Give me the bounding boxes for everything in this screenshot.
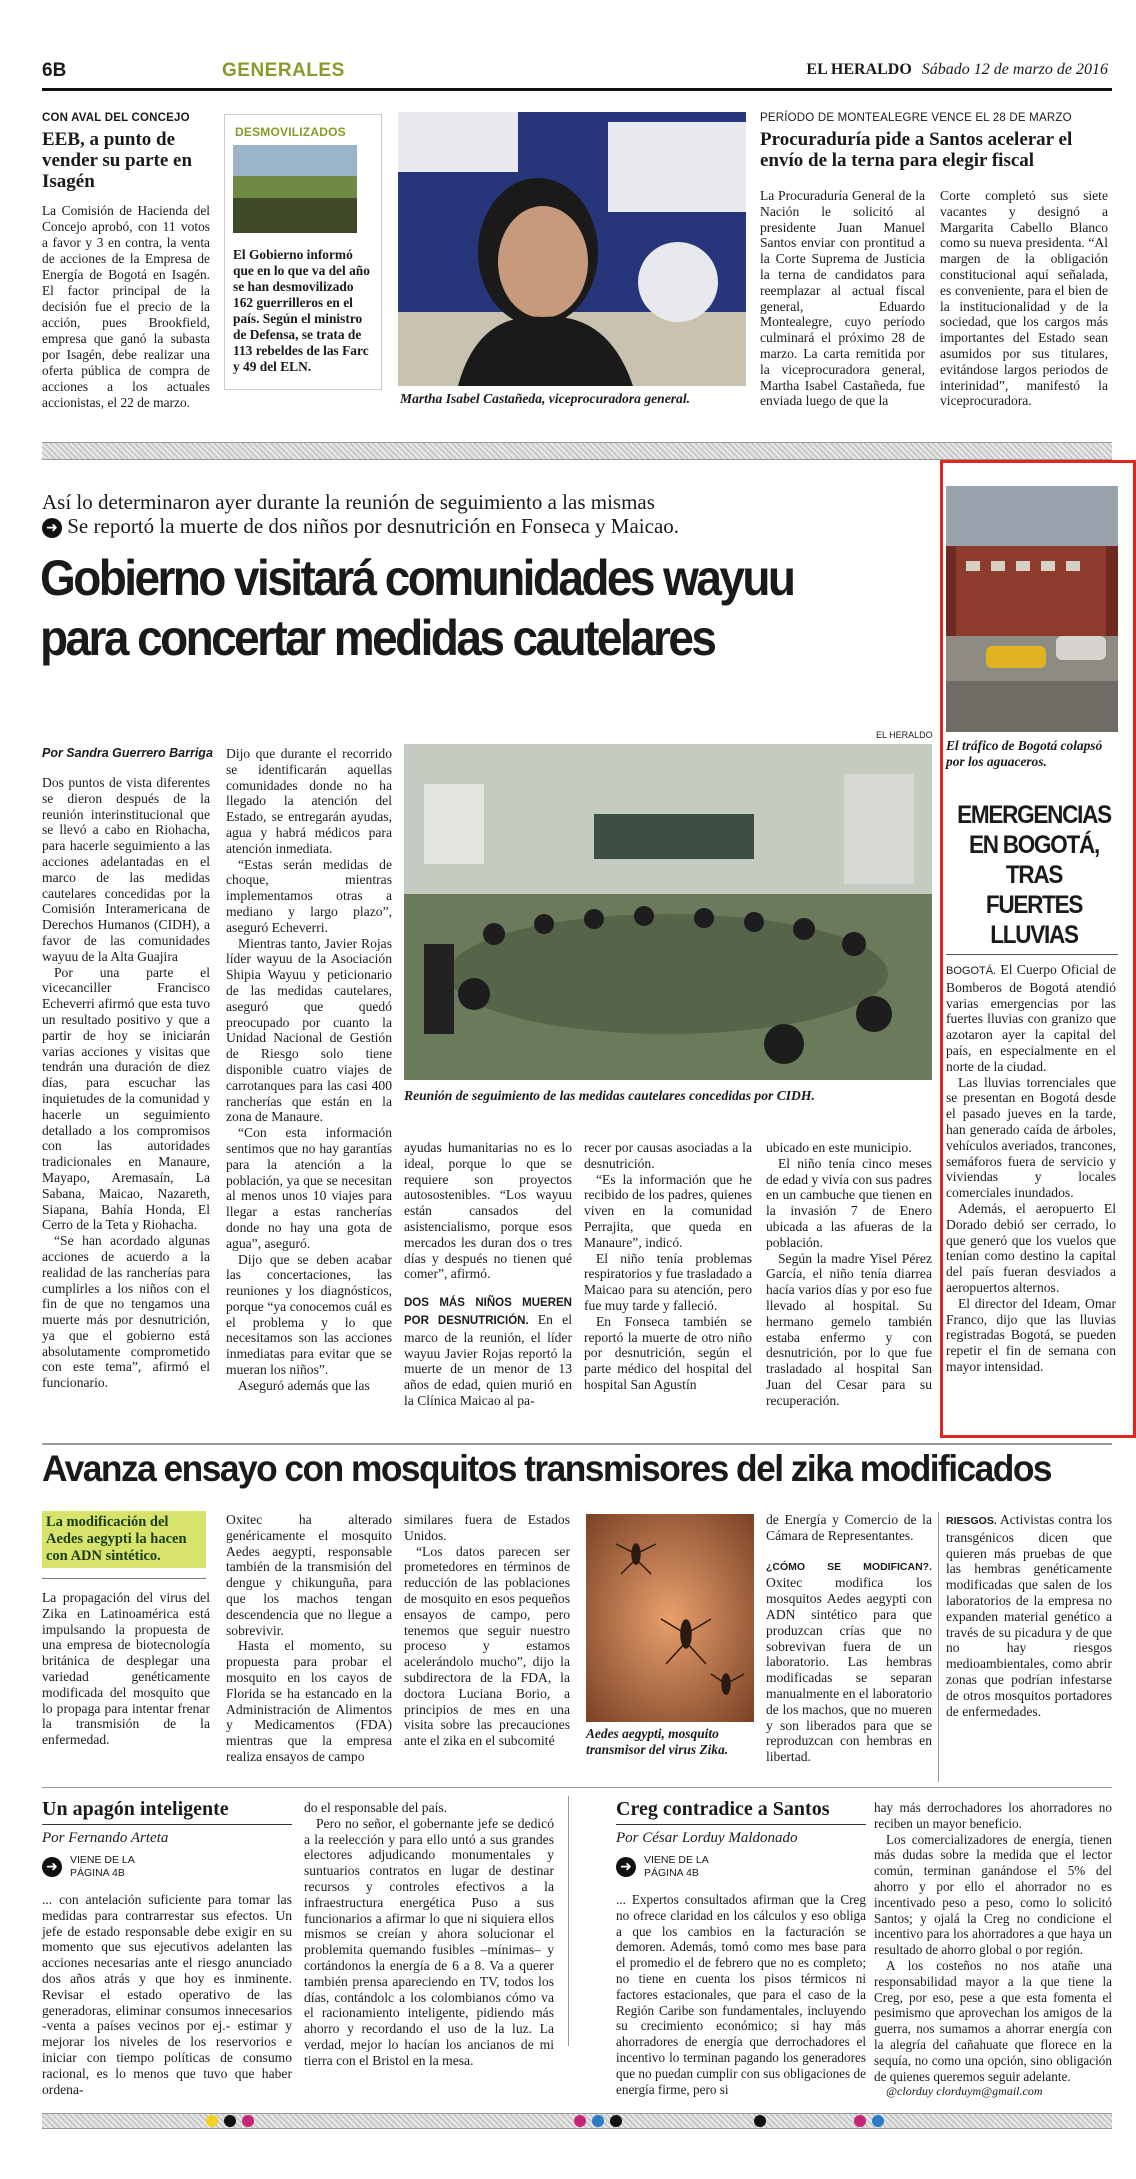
creg-viene: [616, 1854, 714, 1880]
zika-highlight: [42, 1511, 206, 1568]
zika-p7: Oxitec modifica los mosquitos Aedes aegypti con ADN sintético para que produzcan crías que no sobrevivan fuera de un laboratorio. Las hembras modificadas se separan manualmente en el laboratorio de los machos, que no mueren y son liberados para que se reproduzcan con hembras en libertad.: [766, 1575, 932, 1765]
creg-viene-text: VIENE DE LA PÁGINA 4B: [644, 1854, 709, 1879]
wayuu-p1: Dos puntos de vista diferentes se dieron después de la reunión interinstitucional que se llevó a cabo en Riohacha, para hacerle seguimiento a las acciones adelantadas en el marco de las medidas cautelares concedidas por la Comisión Interamericana de Derechos Humanos (CIDH), a favor de las comunidades wayuu de la Alta Guajira: [42, 775, 210, 964]
wayuu-p17: El niño tenía cinco meses de edad y vivía con sus padres en un cambuche que tienen en la invasión 7 de Enero ubicada a las afueras de la población.: [766, 1155, 932, 1250]
zika-p6: de Energía y Comercio de la Cámara de Representantes.: [766, 1512, 932, 1543]
wayuu-headline: [40, 548, 859, 668]
apagon-p1: ... con antelación suficiente para tomar las medidas para contrarrestar sus efectos. Un jefe de estado responsable debe exigir en su momento que sus ejecutivos adelanten las acciones necesarias ante el riesgo anunciado dos años atrás y que hoy es inminente. Revisar el estado operativo de las generadoras, eliminar consumos innecesarios -venta a países vecinos por ej.- estimar y mejorar los niveles de los reservorios e iniciar con tiempo políticas de consumo racional, es lo menos que tuvo que haber ordena-: [42, 1892, 292, 2097]
viceprocuradora-caption: Martha Isabel Castañeda, viceprocuradora general.: [400, 391, 691, 406]
wayuu-p8: Dijo que se deben acabar las concertaciones, las reuniones y los diagnósticos, porque “ya conocemos cuál es el problema y lo que necesitamos son las acciones inmediatas para evitar que se mueran los niños”.: [226, 1251, 392, 1378]
wayuu-subhead: DOS MÁS NIÑOS MUEREN POR DESNUTRICIÓN.: [404, 1297, 572, 1327]
apagon-title-rule: [42, 1824, 292, 1825]
creg-p2: hay más derrochadores los ahorradores no reciben un mayor beneficio.: [874, 1800, 1112, 1831]
wayuu-p16: ubicado en este municipio.: [766, 1140, 912, 1155]
wayuu-deck-2: [42, 514, 679, 539]
zika-col-5: [946, 1512, 1112, 1719]
wayuu-p13: “Es la información que he recibido de los padres, quienes viven en la comunidad Perrajita, que queda en Manaure”, indicó.: [584, 1171, 752, 1250]
emergencias-body: [946, 962, 1116, 1375]
zika-col-3: [404, 1512, 570, 1749]
apagon-title: Un apagón inteligente: [42, 1798, 229, 1820]
section-divider-1: [42, 442, 1112, 460]
newspaper-date: [806, 61, 1108, 79]
wayuu-photo-caption: Reunión de seguimiento de las medidas cautelares concedidas por CIDH.: [404, 1088, 815, 1103]
wayuu-deck-1: Así lo determinaron ayer durante la reunión de seguimiento a las mismas: [42, 490, 655, 514]
wayuu-p4: Dijo que durante el recorrido se identificarán aquellas comunidades donde no ha llegado la atención del Estado, se entregarán ayudas, agua y habrá médicos para atención inmediata.: [226, 746, 392, 856]
opinion-mid-divider: [568, 1796, 569, 2046]
emergencias-caption: El tráfico de Bogotá colapsó por los aguaceros.: [946, 738, 1103, 769]
meeting-illustration: [404, 744, 932, 1080]
zika-col-divider: [938, 1512, 939, 1782]
eeb-text: La Comisión de Hacienda del Concejo aprobó, con 11 votos a favor y 3 en contra, la venta de acciones de la Empresa de Energía de Bogotá en Isagén. El factor principal de la decisión fue el precio de la acción, pues Brookfield, empresa que ganó la subasta por Isagén, debe realizar una oferta pública de compra de acciones a los actuales accionistas, el 22 de marzo.: [42, 203, 210, 410]
zika-highlight-text: La modificación del Aedes aegypti la hacen con ADN sintético.: [46, 1514, 187, 1564]
opinion-top-rule: [42, 1787, 1112, 1788]
eeb-body: [42, 203, 210, 411]
desmovilizados-box: [224, 114, 382, 390]
procuraduria-headline: Procuraduría pide a Santos acelerar el envío de la terna para elegir fiscal: [760, 129, 1073, 171]
zika-p7-wrap: [766, 1558, 932, 1765]
wayuu-p6: Mientras tanto, Javier Rojas líder wayuu de la Asociación Shipia Wayuu y peticionario de las medidas cautelares, aseguró que quedó preocupado por cuanto la Unidad Nacional de Gestión de Riesgo solo tiene disponible cuatro viajes de carrotanques para las casi 400 rancherías que están en la zona de Manaure.: [226, 935, 392, 1125]
section-title: GENERALES: [222, 60, 345, 81]
apagon-col-1: [42, 1892, 292, 2097]
color-registration-icon: [200, 2114, 900, 2128]
wayuu-byline: Por Sandra Guerrero Barriga: [42, 746, 213, 760]
zika-col-2: [226, 1512, 392, 1765]
emergencias-headline: EMERGENCIAS EN BOGOTÁ, TRAS FUERTES LLUVIAS: [957, 801, 1111, 949]
wayuu-p3: “Se han acordado algunas acciones de acuerdo a la realidad de las rancherías para cumplirles a los niños con el fin de que no tengamos una muerte más por desnutrición, ya que el gobierno está absolutamente comprometido con este tema”, afirmó el funcionario.: [42, 1233, 210, 1391]
creg-p1: ... Expertos consultados afirman que la Creg no ofrece claridad en los cálculos y eso obliga a que los cambios en la facturación se demoren. Además, tomó como mes base para el promedio el de febrero que no es completo; no tiene en cuenta los pisos térmicos ni factores estacionales, que para el caso de la Región Caribe son fundamentales, incluyendo su crecimiento económico; si hay más ahorradores de energía que derrochadores el incentivo lo terminan pagando los generadores que no puedan cumplir con sus obligaciones de energía firme, pero si: [616, 1892, 866, 2097]
creg-title: Creg contradice a Santos: [616, 1798, 830, 1820]
wayuu-headline-line-1: Gobierno visitará comunidades wayuu: [40, 550, 794, 606]
emergencias-p1: El Cuerpo Oficial de Bomberos de Bogotá atendió varias emergencias por las fuertes lluvias con granizo que azotaron ayer la capital del país, en especialmente en el norte de la ciudad.: [946, 962, 1116, 1074]
desmovilizados-text: El Gobierno informó que en lo que va del año se han desmovilizado 162 guerrilleros en el país. Según el ministro de Defensa, se trata de 113 rebeldes de las Farc y 49 del ELN.: [233, 247, 370, 374]
wayuu-p9: Aseguró además que las: [238, 1377, 370, 1393]
wayuu-col-2: [226, 746, 392, 1394]
zika-top-rule: [42, 1443, 1112, 1445]
wayuu-meeting-photo: [404, 744, 932, 1080]
mosquito-caption: Aedes aegypti, mosquito transmisor del virus Zika.: [586, 1726, 729, 1757]
mosquito-photo: [586, 1514, 754, 1722]
zika-p4: similares fuera de Estados Unidos.: [404, 1512, 570, 1543]
mosquito-illustration: [586, 1514, 754, 1722]
emergencias-p2: Las lluvias torrenciales que se presentan en Bogotá desde el pasado jueves en la tarde, han generado caída de árboles, vehículos averiados, trancones, semáforos fuera de servicio y viviendas y locales comerciales inundados.: [946, 1074, 1116, 1201]
zika-p5: “Los datos parecen ser prometedores en términos de reducción de las poblaciones de mosquito en esos pequeños ensayos de campo, pero tenemos que seguir nuestro proceso y estamos acelerándolo mucho”, dijo la subdirectora de la FDA, la doctora Luciana Borio, a principios de mes en una visita sobre las precauciones ante el zika en el subcomité: [404, 1543, 570, 1749]
wayuu-p2: Por una parte el vicecanciller Francisco Echeverri afirmó que esta tuvo un resultado positivo y que a partir de hoy se iniciarán varias acciones y visitas que tendrán una duración de diez días, para escuchar las inquietudes de la comunidad y hacerle un seguimiento detallado a los compromisos con las autoridades tradicionales en Manaure, Mayapo, Aremasaín, La Sabana, Maicao, Nazareth, Siapana, Bahía Honda, El Cerro de la Teta y Riohacha.: [42, 964, 210, 1233]
page-number: 6B: [42, 60, 67, 81]
wayuu-col-5: [766, 1140, 932, 1409]
wayuu-col-3: [404, 1140, 572, 1409]
issue-date: Sábado 12 de marzo de 2016: [921, 61, 1108, 78]
wayuu-p15: En Fonseca también se reportó la muerte de otro niño por desnutrición, según el parte médico del hospital del hospital San Agustín: [584, 1313, 752, 1392]
wayuu-col-1: [42, 775, 210, 1391]
emergencias-p1-wrap: [946, 962, 1116, 1075]
creg-author: Por César Lorduy Maldonado: [616, 1830, 798, 1846]
emergencias-p4: El director del Ideam, Omar Franco, dijo que las lluvias registradas Bogotá, se pueden repetir el fin de semana con mayor intensidad.: [946, 1295, 1116, 1374]
arrow-right-icon: ➜: [616, 1857, 636, 1877]
apagon-p2: do el responsable del país.: [304, 1800, 448, 1815]
creg-col-1: [616, 1892, 866, 2097]
emergencias-p3: Además, el aeropuerto El Dorado debió ser cerrado, lo que generó que los vuelos que tenían como destino la capital del país fueran desviados a aeropuertos alternos.: [946, 1200, 1116, 1295]
apagon-author: Por Fernando Arteta: [42, 1830, 169, 1846]
zika-headline: Avanza ensayo con mosquitos transmisores del zika modificados: [42, 1448, 1052, 1489]
procuraduria-text-1: La Procuraduría General de la Nación le solicitó al presidente Juan Manuel Santos enviar con prontitud a la Corte Suprema de Justicia la terna de candidatos para reemplazar al actual fiscal general, Eduardo Montealegre, cuyo período culminará el próximo 28 de marzo. La carta remitida por la viceprocuradora general, Martha Isabel Castañeda, fue enviada luego de que la: [760, 188, 925, 409]
wayuu-p7: “Con esta información sentimos que no hay garantías para la atención a la población, ya que se necesitan al menos unos 10 viajes para llegar a estas rancherías donde no hay una gota de agua”, aseguró.: [226, 1125, 392, 1251]
creg-p4: A los costeños no nos atañe una responsabilidad mayor a la que tiene la Creg, por eso, pese a que esta fomenta el pesimismo que aprovechan los amigos de la guerra, nos sumamos a ahorrar energía con la alegría del cañahuate que florece en la sequía, no como una opción, sino obligación de quienes queremos seguir adelante.: [874, 1957, 1112, 2084]
creg-email: @clorduy clorduym@gmail.com: [886, 2084, 1043, 2099]
traffic-illustration: [946, 486, 1118, 732]
zika-p8-wrap: [946, 1512, 1112, 1719]
wayuu-p10: ayudas humanitarias no es lo ideal, porque lo que se requiere son proyectos autosostenibles. “Los wayuu están cansados del asistencialismo, porque esos mercados les duran dos o tres días y después no tienen qué comer”, afirmó.: [404, 1140, 572, 1282]
zika-p8: Activistas contra los transgénicos dicen que quieren más pruebas de que las hembras genéticamente modificadas que salen de los laboratorios de la empresa no expanden material genético a través de su picadura y de que no hay riesgos medioambientales, como abrir zonas que podrían infestarse de otros mosquitos portadores de enfermedades.: [946, 1512, 1112, 1719]
emergencias-dateline: BOGOTÁ.: [946, 965, 997, 977]
portrait-illustration: [398, 112, 746, 386]
bogota-traffic-photo: [946, 486, 1118, 732]
wayuu-subhead-para: [404, 1294, 572, 1409]
emergencias-divider: [946, 954, 1118, 955]
wayuu-p11: En el marco de la reunión, el líder wayuu Javier Rojas reportó la muerte de un menor de 13 años de edad, quien murió en la Clínica Maicao al pa-: [404, 1311, 572, 1408]
zika-p2: Oxitec ha alterado genéricamente el mosquito Aedes aegypti, responsable también de la transmisión del dengue y chikunguña, para que los machos tengan descendencia que no llegue a sobrevivir.: [226, 1512, 392, 1638]
procuraduria-col2: [940, 188, 1108, 409]
creg-p3: Los comercializadores de energía, tienen más dudas sobre la medida que el lector común, terminan ganándose el 5% del ahorro y por ello el ahorrador no es incentivado peso a peso, como lo solicitó Santos; y ojalá la Creg no condicione el incentivo para los ahorradores a que haya un resultado de ahorro global o por región.: [874, 1831, 1112, 1958]
wayuu-col-4: [584, 1140, 752, 1393]
desmovilizados-photo: [233, 145, 357, 233]
wayuu-p18: Según la madre Yisel Pérez García, el niño tenía diarrea hacía varios días y por eso fue llevado al hospital. Su hermano gemelo también estaba enfermo y con desnutrición, por lo que fue trasladado al hospital San Juan del Cesar para su recuperación.: [766, 1250, 932, 1408]
wayuu-p14: El niño tenía problemas respiratorios y fue trasladado a Maicao para su atención, pero fue muy tarde y falleció.: [584, 1250, 752, 1313]
zika-col-1: [42, 1590, 210, 1748]
wayuu-p12: recer por causas asociadas a la desnutrición.: [584, 1140, 752, 1171]
apagon-viene-text: VIENE DE LA PÁGINA 4B: [70, 1854, 135, 1879]
zika-subhead-2: RIESGOS.: [946, 1515, 997, 1527]
wayuu-headline-line-2: para concertar medidas cautelares: [40, 610, 715, 666]
apagon-col-2: [304, 1800, 554, 2069]
wayuu-p5: “Estas serán medidas de choque, mientras implementamos otras a mediano y largo plazo”, aseguró Echeverri.: [226, 856, 392, 935]
arrow-right-icon: ➜: [42, 1857, 62, 1877]
eeb-headline: EEB, a punto de vender su parte en Isagén: [42, 129, 193, 192]
registration-marks: [200, 2114, 900, 2128]
wayuu-deck-2-text: Se reportó la muerte de dos niños por desnutrición en Fonseca y Maicao.: [67, 514, 680, 538]
viceprocuradora-photo: [398, 112, 746, 386]
zika-highlight-rule: [42, 1578, 206, 1579]
desmovilizados-kicker: DESMOVILIZADOS: [235, 125, 346, 139]
zika-subhead-1: ¿CÓMO SE MODIFICAN?.: [766, 1560, 932, 1573]
zika-p1: La propagación del virus del Zika en Latinoamérica está impulsando la propuesta de una empresa de biotecnología británica de desplegar una variedad genéticamente modificada del mosquito que lo propaga para intentar frenar la transmisión de la enfermedad.: [42, 1590, 210, 1748]
zika-col-4: [766, 1512, 932, 1765]
header-rule: [42, 88, 1112, 91]
procuraduria-col1: [760, 188, 925, 409]
creg-col-2: [874, 1800, 1112, 2100]
eeb-kicker: CON AVAL DEL CONCEJO: [42, 112, 190, 124]
procuraduria-kicker: PERÍODO DE MONTEALEGRE VENCE EL 28 DE MARZO: [760, 112, 1072, 124]
wayuu-photo-credit: EL HERALDO: [876, 730, 933, 740]
zika-p3: Hasta el momento, su propuesta para probar el mosquito en los cayos de Florida se ha estancado en la Administración de Alimentos y Medicamentos (FDA) mientras que la empresa realiza ensayos de campo: [226, 1638, 392, 1764]
arrow-right-icon: ➜: [42, 518, 62, 538]
creg-title-rule: [616, 1824, 866, 1825]
newspaper-name: EL HERALDO: [806, 61, 912, 78]
apagon-p3: Pero no señor, el gobernante jefe se dedicó a la reelección y para ello untó a sus grandes electores adjudicando monumentales y suntuarios contratos en lugar de destinar recursos y controles efectivos a la infraestructura energética Puso a sus funcionarios a afirmar lo que ni siquiera ellos mismos se creían y ahora solucionar el problemita quemando fusibles –mínimas– y cortándonos la energía de 6 a 8. Va a querer también prensa apareciendo en TV, todos los días, contándolc a los colombianos cómo va el racionamiento inteligente, pidiendo más ahorro y recordando el uso de la luz. La verdad, mejor lo hacían los ancianos de mi tierra con el Bristol en la mesa.: [304, 1815, 554, 2068]
procuraduria-text-2: Corte completó sus siete vacantes y designó a Margarita Cabello Blanco como su nueva presidenta. “Al margen de la obligación constitucional aquí señalada, es conveniente, para el bien de la institucionalidad y de la sociedad, que los cargos más importantes del Estado sean asumidos por sus titulares, evitándose largos periodos de interinidad”, manifestó la viceprocuradora.: [940, 188, 1108, 409]
apagon-viene: [42, 1854, 140, 1880]
